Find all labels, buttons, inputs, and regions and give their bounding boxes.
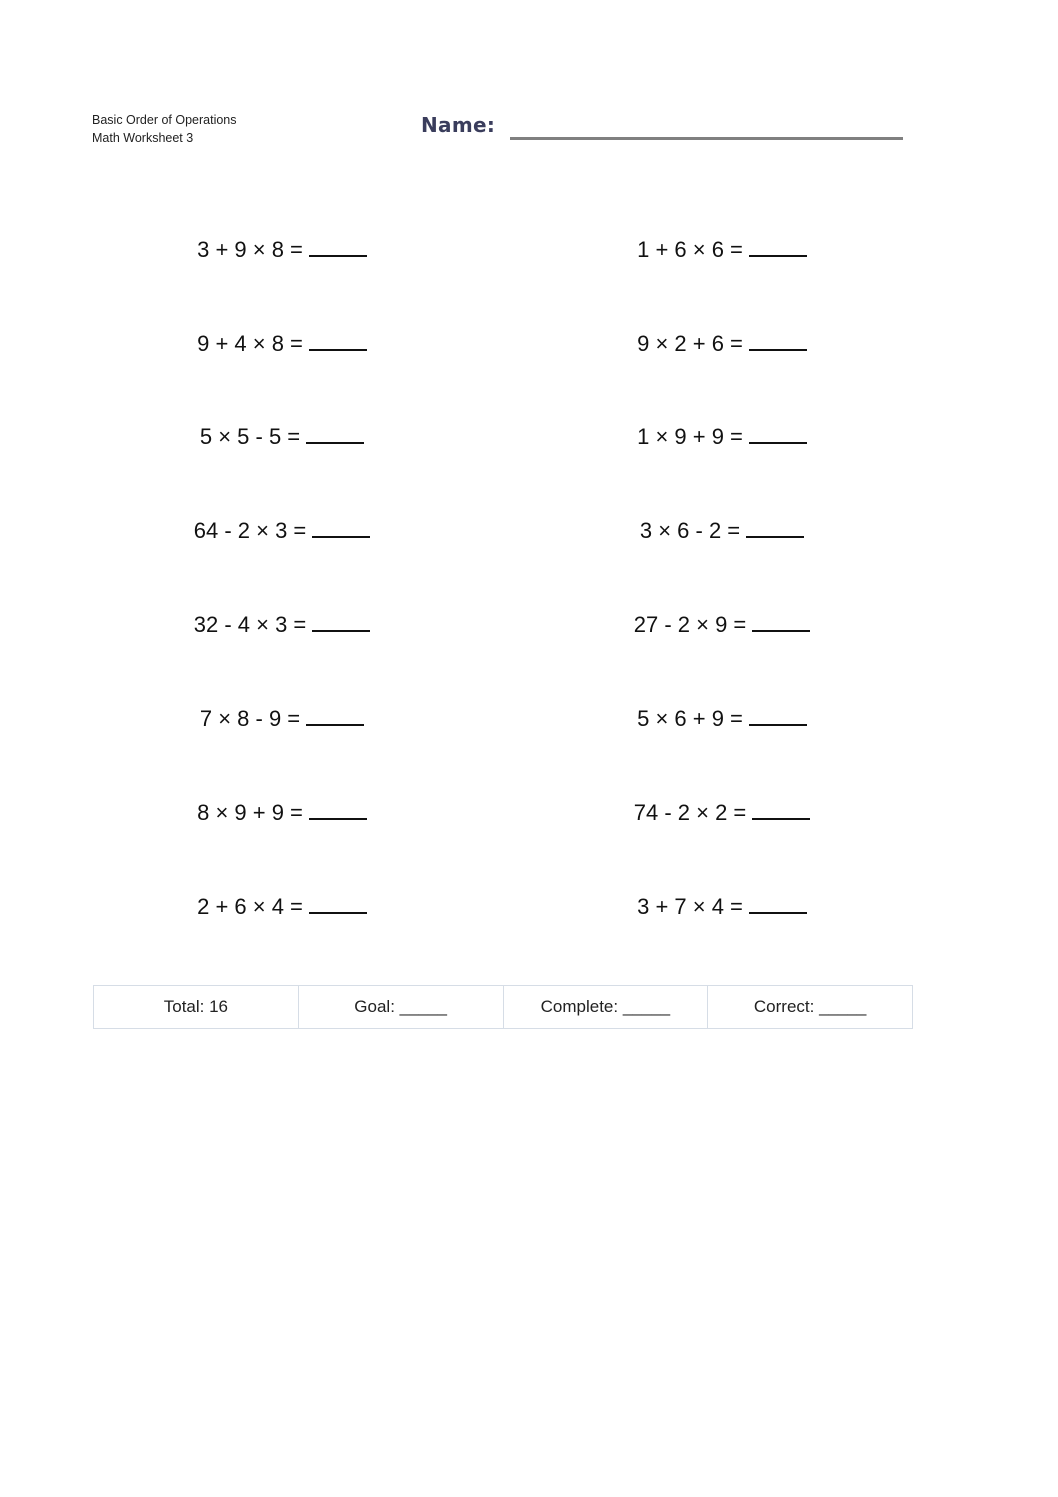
problem-expression: 2 + 6 × 4 = [197,894,303,919]
problem-expression: 8 × 9 + 9 = [197,800,303,825]
answer-blank[interactable] [752,612,810,632]
problem-expression: 9 × 2 + 6 = [637,331,743,356]
problem [62,331,502,357]
problem-expression: 1 × 9 + 9 = [637,424,743,449]
answer-blank[interactable] [309,331,367,351]
problem [62,518,502,544]
problem [502,518,942,544]
problem [502,894,942,920]
problem-expression: 7 × 8 - 9 = [199,706,301,731]
answer-blank[interactable] [312,612,370,632]
problem [62,706,502,732]
problem-expression: 3 + 9 × 8 = [197,237,303,262]
problem [502,424,942,450]
complete-cell[interactable]: Complete: _____ [503,986,708,1029]
problem [502,612,942,638]
summary-row [94,986,913,1029]
problem [62,612,502,638]
worksheet-title: Basic Order of Operations [92,113,237,127]
answer-blank[interactable] [306,706,364,726]
problem-expression: 3 + 7 × 4 = [637,894,743,919]
worksheet-subtitle: Math Worksheet 3 [92,131,194,145]
answer-blank[interactable] [749,706,807,726]
answer-blank[interactable] [309,237,367,257]
total-cell: Total: 16 [94,986,299,1029]
answer-blank[interactable] [749,894,807,914]
problem-expression: 5 × 5 - 5 = [199,424,301,449]
answer-blank[interactable] [309,800,367,820]
problem [62,894,502,920]
problem-expression: 3 × 6 - 2 = [639,518,741,543]
summary-table [93,985,913,1029]
name-label: Name: [421,113,496,137]
name-field-line[interactable] [510,137,903,140]
answer-blank[interactable] [309,894,367,914]
answer-blank[interactable] [306,424,364,444]
problem [502,237,942,263]
goal-cell[interactable]: Goal: _____ [298,986,503,1029]
correct-cell[interactable]: Correct: _____ [708,986,913,1029]
problem [62,800,502,826]
problem [62,424,502,450]
problem [502,706,942,732]
problem-expression: 5 × 6 + 9 = [637,706,743,731]
answer-blank[interactable] [746,518,804,538]
problem-expression: 74 - 2 × 2 = [633,800,747,825]
answer-blank[interactable] [752,800,810,820]
answer-blank[interactable] [749,237,807,257]
answer-blank[interactable] [749,424,807,444]
problem [502,331,942,357]
problem-expression: 9 + 4 × 8 = [197,331,303,356]
answer-blank[interactable] [749,331,807,351]
problem-expression: 32 - 4 × 3 = [193,612,307,637]
problem-expression: 27 - 2 × 9 = [633,612,747,637]
problem-expression: 64 - 2 × 3 = [193,518,307,543]
problem [62,237,502,263]
answer-blank[interactable] [312,518,370,538]
problem [502,800,942,826]
problem-expression: 1 + 6 × 6 = [637,237,743,262]
